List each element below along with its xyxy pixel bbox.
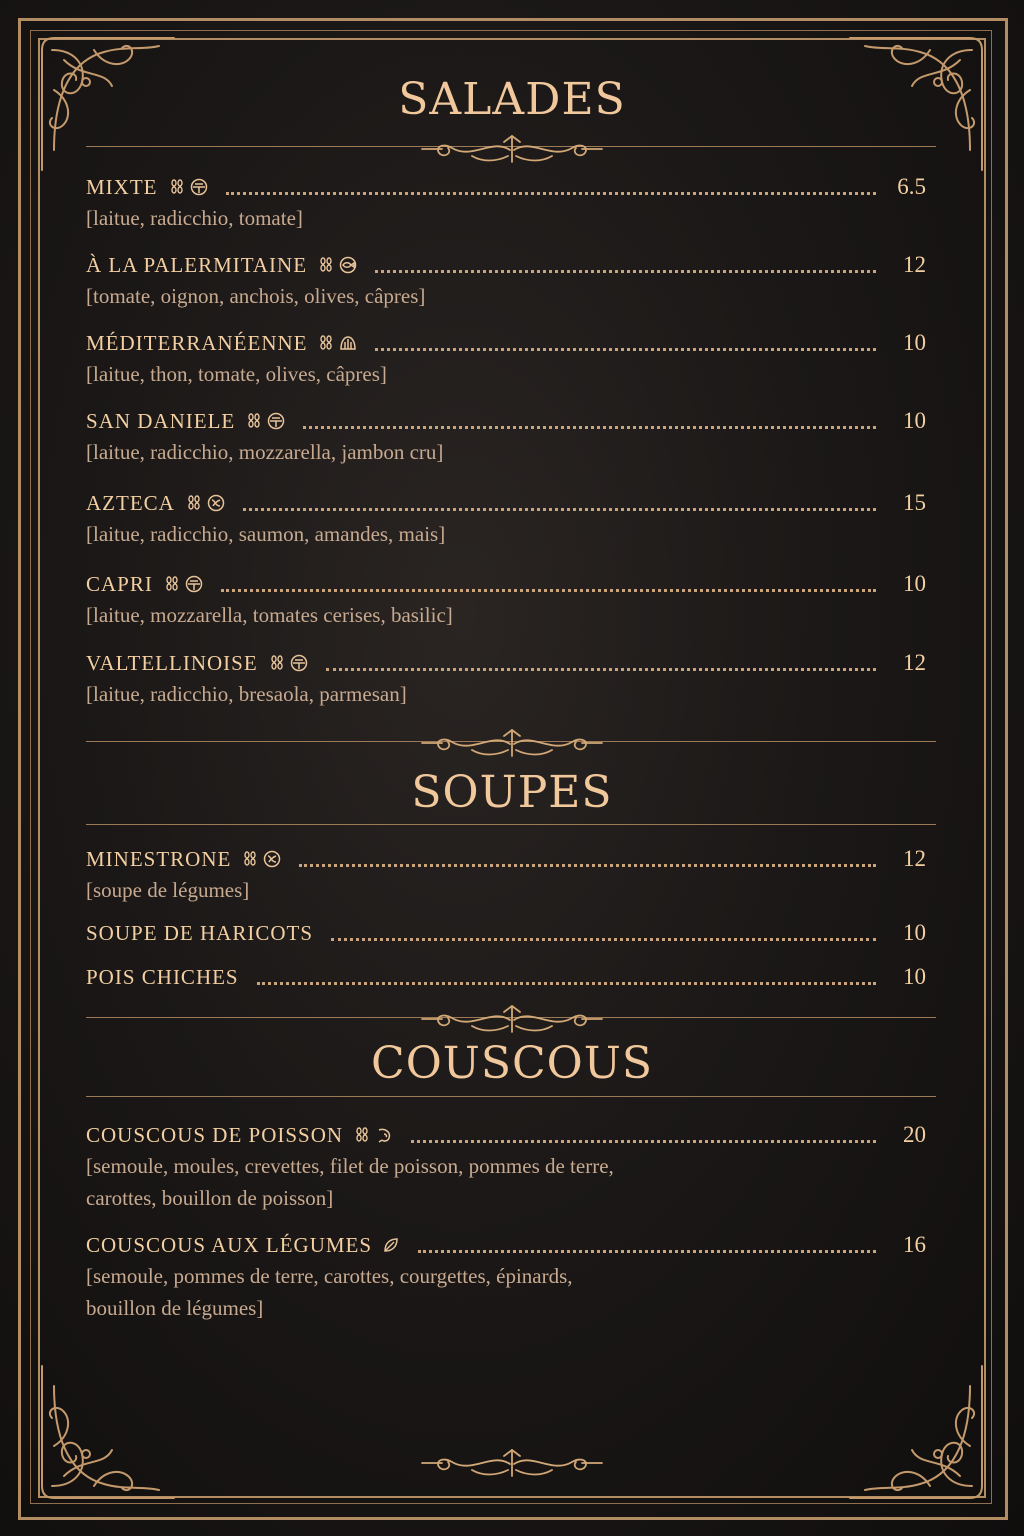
menu-item-row — [86, 250, 926, 280]
menu-item-row — [86, 1120, 926, 1150]
leaf-icon — [382, 1236, 400, 1254]
dot-leader — [375, 344, 876, 351]
menu-item-row — [86, 569, 926, 599]
menu-item — [86, 172, 926, 234]
item-name: CAPRI — [86, 571, 153, 596]
flourish-ornament — [412, 1002, 612, 1036]
menu-item-row — [86, 172, 926, 202]
divider-rule — [86, 1096, 936, 1097]
bowl-icon — [190, 178, 208, 196]
menu-item — [86, 250, 926, 312]
dot-leader — [331, 934, 876, 941]
divider-rule — [86, 824, 936, 825]
dot-leader — [226, 188, 877, 195]
dot-leader — [299, 860, 876, 867]
wheat-icon — [163, 575, 181, 593]
menu-item-row — [86, 488, 926, 518]
menu-item — [86, 648, 926, 710]
item-description-continued: carottes, bouillon de poisson] — [86, 1186, 334, 1210]
bottom-flourish-ornament — [412, 1446, 612, 1480]
item-price: 10 — [903, 330, 926, 355]
wheat-icon — [168, 178, 186, 196]
menu-item — [86, 488, 926, 550]
item-price: 12 — [903, 252, 926, 277]
item-name: AZTECA — [86, 490, 175, 515]
menu-item-row — [86, 962, 926, 992]
flourish-ornament — [412, 726, 612, 760]
menu-item — [86, 406, 926, 468]
item-price: 10 — [903, 571, 926, 596]
item-price: 16 — [903, 1232, 926, 1257]
wheat-icon — [317, 334, 335, 352]
allergen-icons — [317, 334, 357, 352]
item-description: [laitue, mozzarella, tomates cerises, basilic] — [86, 603, 453, 627]
item-price: 10 — [903, 920, 926, 945]
wheat-icon — [268, 654, 286, 672]
nut-icon — [207, 494, 225, 512]
dot-leader — [326, 664, 876, 671]
item-description: [tomate, oignon, anchois, olives, câpres] — [86, 284, 426, 308]
fish-icon — [339, 256, 357, 274]
allergen-icons — [168, 178, 208, 196]
menu-item-row — [86, 918, 926, 948]
allergen-icons — [245, 412, 285, 430]
item-description: [laitue, radicchio, bresaola, parmesan] — [86, 682, 407, 706]
item-name: MÉDITERRANÉENNE — [86, 330, 308, 355]
item-name: VALTELLINOISE — [86, 650, 258, 675]
menu-item — [86, 918, 926, 948]
item-price: 12 — [903, 650, 926, 675]
allergen-icons — [353, 1126, 393, 1144]
item-name: COUSCOUS AUX LÉGUMES — [86, 1232, 373, 1257]
item-description-continued: bouillon de légumes] — [86, 1296, 264, 1320]
item-price: 20 — [903, 1122, 926, 1147]
item-price: 15 — [903, 490, 926, 515]
flourish-ornament — [412, 132, 612, 166]
item-description: [laitue, radicchio, saumon, amandes, mais] — [86, 522, 446, 546]
item-name: POIS CHICHES — [86, 964, 239, 989]
bowl-icon — [290, 654, 308, 672]
item-name: COUSCOUS DE POISSON — [86, 1122, 344, 1147]
menu-item-row — [86, 844, 926, 874]
shell-icon — [339, 334, 357, 352]
dot-leader — [418, 1246, 876, 1253]
wheat-icon — [353, 1126, 371, 1144]
menu-item — [86, 962, 926, 992]
allergen-icons — [382, 1236, 400, 1254]
menu-item — [86, 1230, 926, 1324]
item-description: [soupe de légumes] — [86, 878, 250, 902]
allergen-icons — [185, 494, 225, 512]
item-name: SAN DANIELE — [86, 408, 236, 433]
item-name: SOUPE DE HARICOTS — [86, 920, 314, 945]
dot-leader — [375, 266, 876, 273]
item-description: [laitue, radicchio, mozzarella, jambon cru] — [86, 440, 444, 464]
menu-item-row — [86, 648, 926, 678]
item-description: [semoule, moules, crevettes, filet de poisson, pommes de terre, — [86, 1154, 614, 1178]
menu-item — [86, 328, 926, 390]
bowl-icon — [185, 575, 203, 593]
dot-leader — [411, 1136, 876, 1143]
allergen-icons — [317, 256, 357, 274]
item-price: 10 — [903, 964, 926, 989]
nut-icon — [263, 850, 281, 868]
item-price: 10 — [903, 408, 926, 433]
dot-leader — [257, 978, 876, 985]
menu-item — [86, 844, 926, 906]
shrimp-icon — [375, 1126, 393, 1144]
corner-ornament-bottom-left — [34, 1356, 184, 1506]
wheat-icon — [245, 412, 263, 430]
section-title-soupes: SOUPES — [411, 767, 613, 818]
item-price: 12 — [903, 846, 926, 871]
corner-ornament-bottom-right — [840, 1356, 990, 1506]
item-name: À LA PALERMITAINE — [86, 252, 308, 277]
menu-item — [86, 1120, 926, 1214]
menu-item-row — [86, 1230, 926, 1260]
menu-item-row — [86, 328, 926, 358]
menu-item-row — [86, 406, 926, 436]
allergen-icons — [241, 850, 281, 868]
dot-leader — [221, 585, 876, 592]
item-name: MINESTRONE — [86, 846, 232, 871]
allergen-icons — [268, 654, 308, 672]
section-title-salades: SALADES — [398, 74, 626, 125]
dot-leader — [303, 422, 876, 429]
item-description: [laitue, radicchio, tomate] — [86, 206, 303, 230]
section-title-couscous: COUSCOUS — [371, 1038, 653, 1089]
bowl-icon — [267, 412, 285, 430]
item-name: MIXTE — [86, 174, 158, 199]
wheat-icon — [185, 494, 203, 512]
allergen-icons — [163, 575, 203, 593]
menu-item — [86, 569, 926, 631]
item-description: [semoule, pommes de terre, carottes, courgettes, épinards, — [86, 1264, 573, 1288]
dot-leader — [243, 504, 876, 511]
wheat-icon — [317, 256, 335, 274]
wheat-icon — [241, 850, 259, 868]
item-description: [laitue, thon, tomate, olives, câpres] — [86, 362, 387, 386]
item-price: 6.5 — [897, 174, 926, 199]
